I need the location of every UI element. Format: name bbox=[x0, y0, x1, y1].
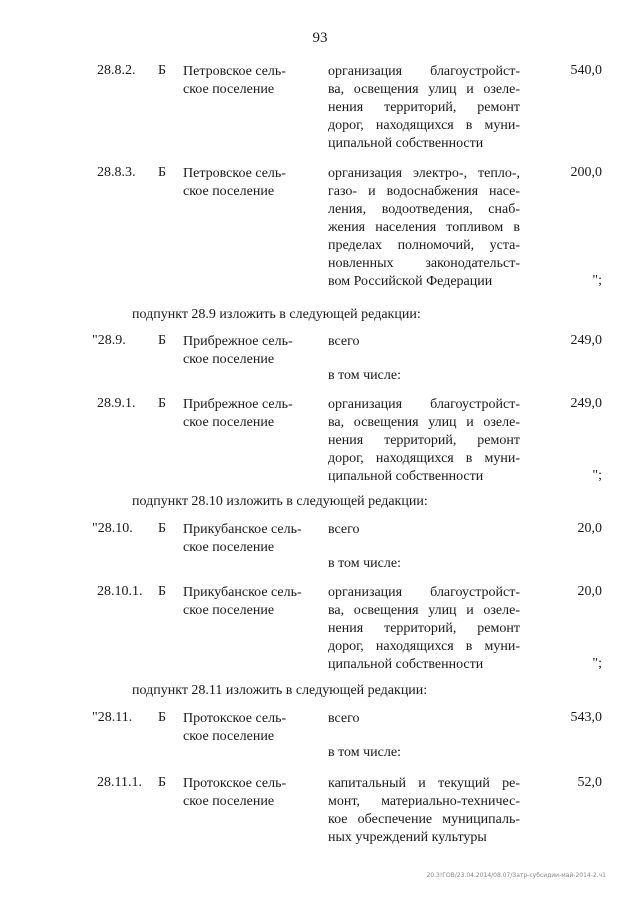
item-number: "28.9. bbox=[92, 333, 126, 348]
including-label: в том числе: bbox=[328, 556, 401, 571]
settlement-name: Петровское сель- ское поселение bbox=[183, 64, 286, 97]
closing-quote: "; bbox=[592, 656, 602, 671]
purpose-description: организация благоустройст- ва, освещения улиц и озеле- нения территорий, ремонт дорог, находящихся в муни- ципальной собственности bbox=[328, 585, 520, 672]
purpose-description: организация благоустройст- ва, освещения улиц и озеле- нения территорий, ремонт дорог, находящихся в муни- ципальной собственности bbox=[328, 64, 520, 151]
purpose-description: организация благоустройст- ва, освещения улиц и озеле- нения территорий, ремонт дорог, находящихся в муни- ципальной собственности bbox=[328, 397, 520, 484]
purpose-description: капитальный и текущий ре- монт, материально-техничес- кое обеспечение муниципаль- ных учреждений культуры bbox=[328, 776, 520, 845]
budget-code: Б bbox=[158, 63, 167, 78]
purpose-description: всего в том числе: bbox=[328, 333, 520, 385]
amount-value: 249,0 bbox=[570, 333, 602, 348]
instruction-paragraph: подпункт 28.9 изложить в следующей редакции: bbox=[132, 307, 421, 322]
settlement-name: Петровское сель- ское поселение bbox=[183, 166, 286, 199]
item-number: 28.9.1. bbox=[97, 396, 136, 411]
document-footer: 20.3!ГОВ/23.04.2014/08.07/Затр-субсидии-май-2014-2.ч1 bbox=[426, 872, 606, 879]
purpose-description: организация электро-, тепло-, газо- и водоснабжения насе- ления, водоотведения, снаб- жения населения топливом в пределах полномочий, уста- новленных законодательст- вом Российской Федерации bbox=[328, 166, 520, 289]
item-number: 28.8.2. bbox=[97, 63, 136, 78]
settlement-name: Прикубанское сель- ское поселение bbox=[183, 585, 302, 618]
instruction-paragraph: подпункт 28.11 изложить в следующей редакции: bbox=[132, 683, 428, 698]
amount-value: 543,0 bbox=[570, 710, 602, 725]
item-number: "28.11. bbox=[92, 710, 133, 725]
item-number: 28.10.1. bbox=[97, 584, 143, 599]
item-number: 28.11.1. bbox=[97, 775, 142, 790]
purpose-description: всего в том числе: bbox=[328, 521, 520, 573]
amount-value: 52,0 bbox=[577, 775, 602, 790]
closing-quote: "; bbox=[592, 273, 602, 288]
budget-code: Б bbox=[158, 165, 167, 180]
amount-value: 249,0 bbox=[570, 396, 602, 411]
budget-code: Б bbox=[158, 775, 167, 790]
purpose-description: всего в том числе: bbox=[328, 710, 520, 762]
page-number: 93 bbox=[312, 30, 328, 46]
amount-value: 200,0 bbox=[570, 165, 602, 180]
budget-code: Б bbox=[158, 396, 167, 411]
amount-value: 20,0 bbox=[577, 584, 602, 599]
amount-value: 20,0 bbox=[577, 521, 602, 536]
including-label: в том числе: bbox=[328, 745, 401, 760]
instruction-paragraph: подпункт 28.10 изложить в следующей редакции: bbox=[132, 494, 428, 509]
settlement-name: Протокское сель- ское поселение bbox=[183, 776, 287, 809]
including-label: в том числе: bbox=[328, 368, 401, 383]
budget-code: Б bbox=[158, 333, 167, 348]
settlement-name: Прибрежное сель- ское поселение bbox=[183, 334, 293, 367]
closing-quote: "; bbox=[592, 468, 602, 483]
budget-code: Б bbox=[158, 521, 167, 536]
budget-code: Б bbox=[158, 710, 167, 725]
settlement-name: Прикубанское сель- ское поселение bbox=[183, 522, 302, 555]
budget-code: Б bbox=[158, 584, 167, 599]
settlement-name: Прибрежное сель- ское поселение bbox=[183, 397, 293, 430]
amount-value: 540,0 bbox=[570, 63, 602, 78]
settlement-name: Протокское сель- ское поселение bbox=[183, 711, 287, 744]
item-number: 28.8.3. bbox=[97, 165, 136, 180]
item-number: "28.10. bbox=[92, 521, 133, 536]
